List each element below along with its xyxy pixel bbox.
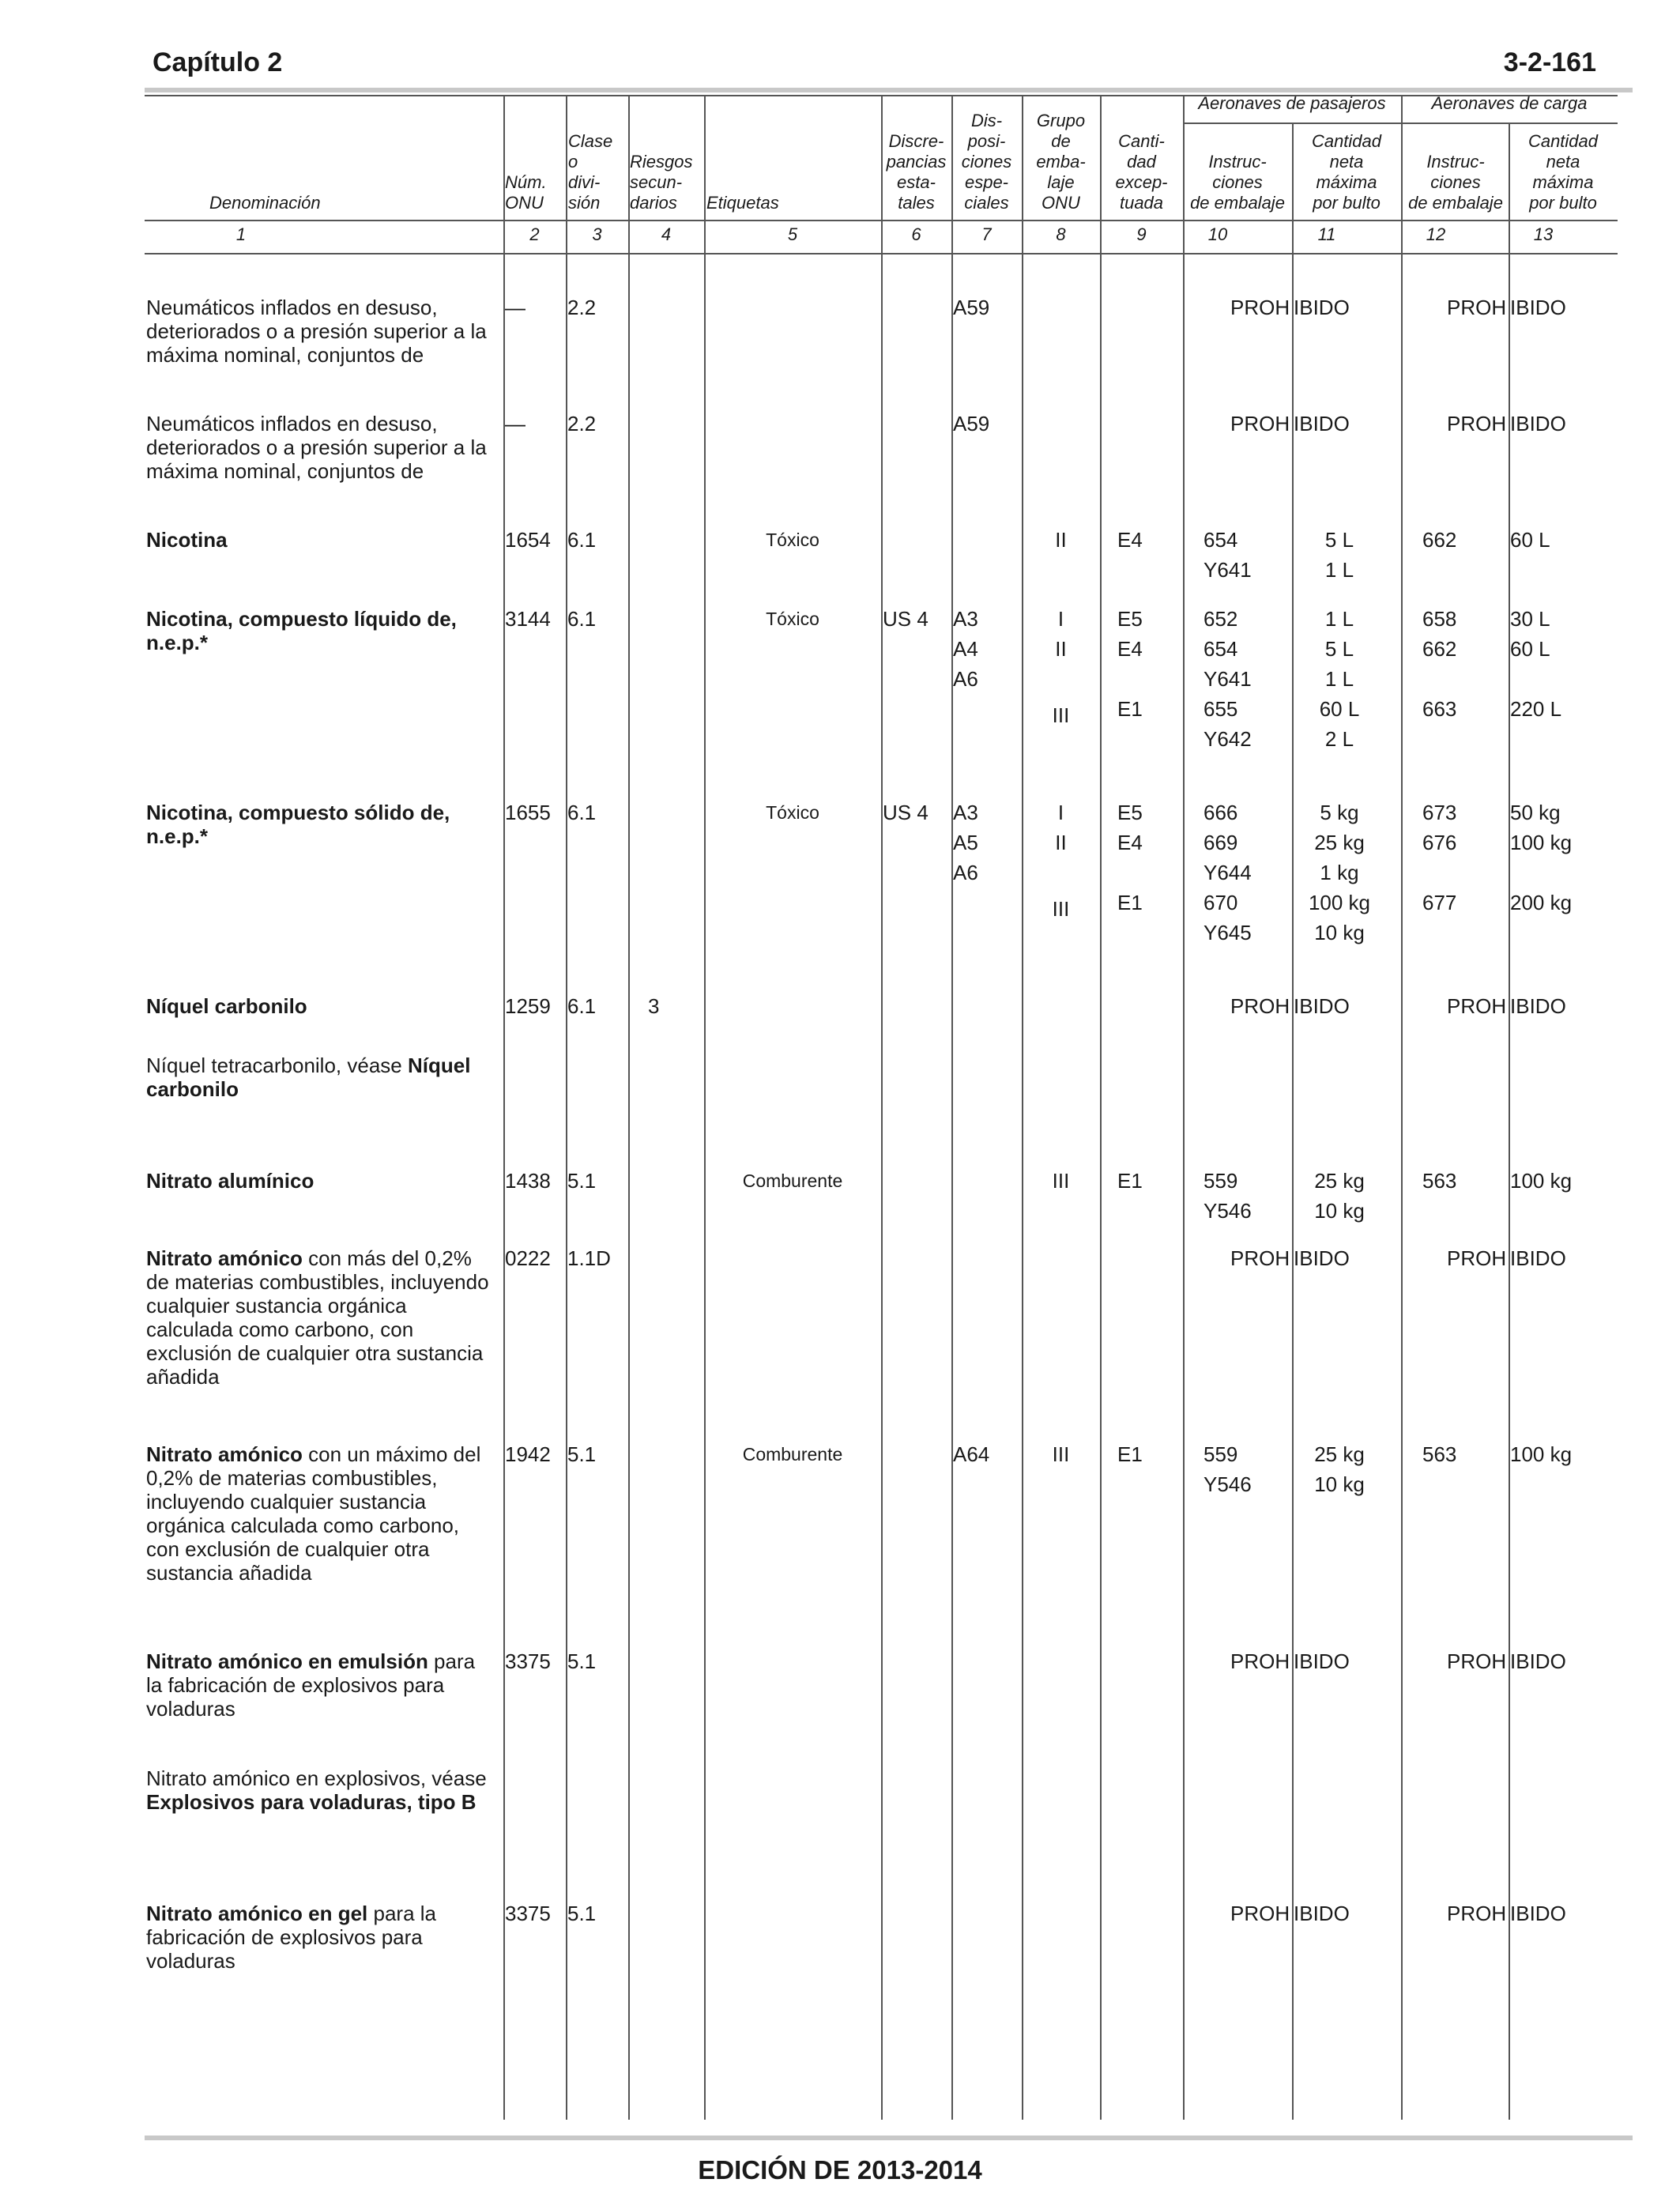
prohibited-cargo-left: PROH bbox=[1447, 296, 1507, 319]
hazard-class: 2.2 bbox=[567, 296, 597, 319]
row-description: Nitrato amónico en gel para la fabricación de explosivos para voladuras bbox=[146, 1902, 436, 1973]
max-quantity-cargo: 100 kg bbox=[1510, 1169, 1573, 1193]
un-number: 1942 bbox=[505, 1442, 551, 1466]
row-description: Nicotina, compuesto sólido de, n.e.p.* bbox=[146, 801, 450, 848]
row-description: Nitrato amónico en explosivos, véase Explosivos para voladuras, tipo B bbox=[146, 1766, 487, 1814]
max-quantity-passenger: 1 L bbox=[1324, 558, 1354, 582]
column-divider-x3 bbox=[628, 95, 630, 2120]
prohibited-cargo-right: IBIDO bbox=[1510, 1902, 1566, 1925]
state-variation: US 4 bbox=[883, 607, 929, 631]
column-divider-x7 bbox=[1022, 95, 1023, 2120]
header-group-cargo: Aeronaves de carga bbox=[1431, 93, 1588, 113]
column-number-1: 1 bbox=[235, 224, 247, 244]
max-quantity-passenger: 1 L bbox=[1324, 667, 1354, 691]
row-description: Níquel carbonilo bbox=[146, 994, 307, 1018]
packing-instruction-passenger: Y641 bbox=[1203, 667, 1252, 691]
hazard-class: 6.1 bbox=[567, 607, 597, 631]
hazard-class: 5.1 bbox=[567, 1649, 597, 1673]
packing-instruction-cargo: 662 bbox=[1422, 637, 1457, 661]
hazard-label: Tóxico bbox=[766, 609, 819, 629]
un-number: 1655 bbox=[505, 801, 551, 824]
row-description: Níquel tetracarbonilo, véase Níquel carbonilo bbox=[146, 1054, 471, 1101]
special-provision: A64 bbox=[953, 1442, 990, 1466]
header-cantidad-exceptuada: Canti- dad excep- tuada bbox=[1115, 131, 1168, 213]
packing-instruction-passenger: Y546 bbox=[1203, 1472, 1252, 1496]
prohibited-passenger-right: IBIDO bbox=[1294, 1649, 1350, 1673]
column-number-4: 4 bbox=[661, 224, 672, 244]
max-quantity-passenger: 1 kg bbox=[1320, 861, 1359, 884]
packing-group: III bbox=[1052, 1442, 1070, 1466]
packing-group: I bbox=[1057, 801, 1064, 824]
state-variation: US 4 bbox=[883, 801, 929, 824]
prohibited-passenger-right: IBIDO bbox=[1294, 994, 1350, 1018]
max-quantity-passenger: 10 kg bbox=[1314, 1472, 1365, 1496]
subsidiary-risk: 3 bbox=[648, 994, 660, 1018]
header-cant-cgo: Cantidad neta máxima por bulto bbox=[1527, 131, 1599, 213]
packing-instruction-cargo: 673 bbox=[1422, 801, 1457, 824]
prohibited-cargo-right: IBIDO bbox=[1510, 296, 1566, 319]
un-number: 3144 bbox=[505, 607, 551, 631]
prohibited-passenger-left: PROH bbox=[1230, 1902, 1290, 1925]
header-grupo: Grupo de emba- laje ONU bbox=[1036, 111, 1086, 213]
column-divider-x1 bbox=[503, 95, 505, 2120]
packing-instruction-cargo: 662 bbox=[1422, 528, 1457, 552]
header-clase: Clase o divi- sión bbox=[568, 131, 613, 213]
packing-group: II bbox=[1055, 637, 1067, 661]
row-description: Neumáticos inflados en desuso, deteriorados o a presión superior a la máxima nominal, conjuntos de bbox=[146, 296, 487, 367]
header-cant-pax: Cantidad neta máxima por bulto bbox=[1311, 131, 1382, 213]
packing-group: III bbox=[1052, 896, 1070, 921]
max-quantity-passenger: 60 L bbox=[1319, 697, 1360, 721]
prohibited-passenger-left: PROH bbox=[1230, 1649, 1290, 1673]
prohibited-passenger-right: IBIDO bbox=[1294, 296, 1350, 319]
packing-instruction-cargo: 658 bbox=[1422, 607, 1457, 631]
row-description: Nitrato amónico con más del 0,2% de materias combustibles, incluyendo cualquier sustancia orgánica calculada como carbono, con exclusión de cualquier otra sustancia añadida bbox=[146, 1246, 489, 1389]
column-divider-x5 bbox=[881, 95, 883, 2120]
special-provision: A4 bbox=[953, 637, 978, 661]
header-riesgos: Riesgos secun- darios bbox=[630, 152, 693, 213]
special-provision: A6 bbox=[953, 861, 978, 884]
packing-instruction-passenger: 655 bbox=[1203, 697, 1238, 721]
special-provision: A5 bbox=[953, 831, 978, 854]
packing-instruction-passenger: 654 bbox=[1203, 637, 1238, 661]
row-description: Nicotina bbox=[146, 528, 228, 552]
un-number: 1259 bbox=[505, 994, 551, 1018]
max-quantity-cargo: 100 kg bbox=[1510, 1442, 1573, 1466]
column-divider-x8 bbox=[1100, 95, 1102, 2120]
header-group-passenger: Aeronaves de pasajeros bbox=[1198, 93, 1386, 113]
column-number-8: 8 bbox=[1056, 224, 1066, 244]
column-divider-x4 bbox=[704, 95, 706, 2120]
column-number-6: 6 bbox=[911, 224, 921, 244]
max-quantity-passenger: 100 kg bbox=[1308, 891, 1371, 914]
max-quantity-passenger: 25 kg bbox=[1314, 1442, 1365, 1466]
column-number-10: 10 bbox=[1207, 224, 1228, 244]
hazard-class: 5.1 bbox=[567, 1442, 597, 1466]
hazard-class: 6.1 bbox=[567, 528, 597, 552]
un-number: — bbox=[505, 296, 525, 319]
prohibited-cargo-left: PROH bbox=[1447, 1649, 1507, 1673]
column-number-2: 2 bbox=[529, 224, 540, 244]
excepted-quantity: E4 bbox=[1117, 637, 1143, 661]
chapter-title: Capítulo 2 bbox=[153, 47, 283, 77]
header-denominacion: Denominación bbox=[209, 193, 321, 213]
un-number: — bbox=[505, 412, 525, 435]
row-description: Nitrato amónico con un máximo del 0,2% de materias combustibles, incluyendo cualquier sustancia orgánica calculada como carbono, con exclusión de cualquier otra sustancia añadida bbox=[146, 1442, 481, 1585]
packing-instruction-cargo: 677 bbox=[1422, 891, 1457, 914]
packing-instruction-cargo: 563 bbox=[1422, 1442, 1457, 1466]
hazard-class: 6.1 bbox=[567, 801, 597, 824]
max-quantity-passenger: 1 L bbox=[1324, 607, 1354, 631]
header-etiquetas: Etiquetas bbox=[706, 193, 779, 213]
max-quantity-cargo: 30 L bbox=[1510, 607, 1550, 631]
prohibited-passenger-left: PROH bbox=[1230, 412, 1290, 435]
excepted-quantity: E4 bbox=[1117, 831, 1143, 854]
hazard-class: 1.1D bbox=[567, 1246, 611, 1270]
max-quantity-passenger: 25 kg bbox=[1314, 831, 1365, 854]
prohibited-cargo-left: PROH bbox=[1447, 994, 1507, 1018]
prohibited-passenger-right: IBIDO bbox=[1294, 1246, 1350, 1270]
excepted-quantity: E5 bbox=[1117, 607, 1143, 631]
packing-instruction-passenger: 670 bbox=[1203, 891, 1238, 914]
prohibited-cargo-left: PROH bbox=[1447, 412, 1507, 435]
max-quantity-passenger: 10 kg bbox=[1314, 921, 1365, 944]
max-quantity-cargo: 60 L bbox=[1510, 528, 1550, 552]
row-description: Neumáticos inflados en desuso, deteriorados o a presión superior a la máxima nominal, conjuntos de bbox=[146, 412, 487, 483]
prohibited-passenger-left: PROH bbox=[1230, 994, 1290, 1018]
un-number: 1438 bbox=[505, 1169, 551, 1193]
column-number-11: 11 bbox=[1317, 224, 1336, 244]
edition-footer: EDICIÓN DE 2013-2014 bbox=[698, 2155, 982, 2185]
column-number-3: 3 bbox=[592, 224, 602, 244]
max-quantity-cargo: 50 kg bbox=[1510, 801, 1561, 824]
column-number-12: 12 bbox=[1426, 224, 1446, 244]
column-number-7: 7 bbox=[981, 224, 992, 244]
bottom-rule bbox=[145, 2136, 1633, 2140]
header-num-onu: Núm. ONU bbox=[505, 172, 547, 213]
un-number: 3375 bbox=[505, 1902, 551, 1925]
packing-instruction-passenger: Y642 bbox=[1203, 727, 1252, 751]
header-line-groups bbox=[1183, 123, 1618, 124]
page-number: 3-2-161 bbox=[1503, 47, 1596, 77]
packing-group: III bbox=[1052, 1169, 1070, 1193]
header-disposiciones: Dis- posi- ciones espe- ciales bbox=[961, 111, 1012, 213]
un-number: 1654 bbox=[505, 528, 551, 552]
prohibited-passenger-left: PROH bbox=[1230, 296, 1290, 319]
special-provision: A3 bbox=[953, 607, 978, 631]
packing-group: III bbox=[1052, 703, 1070, 727]
column-divider-x2 bbox=[566, 95, 567, 2120]
hazard-label: Tóxico bbox=[766, 530, 819, 550]
hazard-label: Comburente bbox=[742, 1444, 843, 1465]
header-instr-cgo: Instruc- ciones de embalaje bbox=[1408, 152, 1503, 213]
special-provision: A59 bbox=[953, 296, 990, 319]
packing-instruction-passenger: Y645 bbox=[1203, 921, 1252, 944]
prohibited-cargo-left: PROH bbox=[1447, 1246, 1507, 1270]
hazard-label: Comburente bbox=[742, 1171, 843, 1191]
packing-instruction-passenger: 666 bbox=[1203, 801, 1238, 824]
row-description: Nitrato alumínico bbox=[146, 1169, 315, 1193]
hazard-class: 5.1 bbox=[567, 1902, 597, 1925]
prohibited-passenger-left: PROH bbox=[1230, 1246, 1290, 1270]
special-provision: A59 bbox=[953, 412, 990, 435]
max-quantity-cargo: 220 L bbox=[1510, 697, 1562, 721]
max-quantity-passenger: 2 L bbox=[1324, 727, 1354, 751]
packing-group: II bbox=[1055, 831, 1067, 854]
packing-instruction-passenger: Y546 bbox=[1203, 1199, 1252, 1223]
max-quantity-passenger: 25 kg bbox=[1314, 1169, 1365, 1193]
prohibited-cargo-right: IBIDO bbox=[1510, 1246, 1566, 1270]
excepted-quantity: E1 bbox=[1117, 1169, 1143, 1193]
un-number: 3375 bbox=[505, 1649, 551, 1673]
packing-group: II bbox=[1055, 528, 1067, 552]
un-number: 0222 bbox=[505, 1246, 551, 1270]
top-rule bbox=[145, 88, 1633, 92]
hazard-class: 5.1 bbox=[567, 1169, 597, 1193]
excepted-quantity: E1 bbox=[1117, 1442, 1143, 1466]
prohibited-cargo-right: IBIDO bbox=[1510, 1649, 1566, 1673]
max-quantity-passenger: 5 L bbox=[1324, 528, 1354, 552]
packing-instruction-passenger: 559 bbox=[1203, 1442, 1238, 1466]
max-quantity-cargo: 100 kg bbox=[1510, 831, 1573, 854]
prohibited-passenger-right: IBIDO bbox=[1294, 1902, 1350, 1925]
special-provision: A3 bbox=[953, 801, 978, 824]
packing-group: I bbox=[1057, 607, 1064, 631]
max-quantity-passenger: 10 kg bbox=[1314, 1199, 1365, 1223]
column-number-5: 5 bbox=[787, 224, 798, 244]
header-instr-pax: Instruc- ciones de embalaje bbox=[1190, 152, 1285, 213]
row-description: Nicotina, compuesto líquido de, n.e.p.* bbox=[146, 607, 457, 654]
packing-instruction-passenger: 652 bbox=[1203, 607, 1238, 631]
prohibited-cargo-right: IBIDO bbox=[1510, 994, 1566, 1018]
packing-instruction-passenger: 654 bbox=[1203, 528, 1238, 552]
excepted-quantity: E5 bbox=[1117, 801, 1143, 824]
excepted-quantity: E1 bbox=[1117, 697, 1143, 721]
column-number-9: 9 bbox=[1136, 224, 1147, 244]
special-provision: A6 bbox=[953, 667, 978, 691]
packing-instruction-passenger: Y644 bbox=[1203, 861, 1252, 884]
hazard-class: 2.2 bbox=[567, 412, 597, 435]
prohibited-passenger-right: IBIDO bbox=[1294, 412, 1350, 435]
packing-instruction-passenger: Y641 bbox=[1203, 558, 1252, 582]
max-quantity-passenger: 5 L bbox=[1324, 637, 1354, 661]
column-divider-x11 bbox=[1401, 95, 1403, 2120]
hazard-label: Tóxico bbox=[766, 802, 819, 823]
max-quantity-cargo: 60 L bbox=[1510, 637, 1550, 661]
excepted-quantity: E1 bbox=[1117, 891, 1143, 914]
prohibited-cargo-left: PROH bbox=[1447, 1902, 1507, 1925]
max-quantity-cargo: 200 kg bbox=[1510, 891, 1573, 914]
packing-instruction-passenger: 559 bbox=[1203, 1169, 1238, 1193]
header-discrepancias: Discre- pancias esta- tales bbox=[886, 131, 947, 213]
column-divider-x6 bbox=[951, 95, 953, 2120]
packing-instruction-cargo: 663 bbox=[1422, 697, 1457, 721]
column-number-13: 13 bbox=[1533, 224, 1554, 244]
row-description: Nitrato amónico en emulsión para la fabricación de explosivos para voladuras bbox=[146, 1649, 476, 1721]
packing-instruction-cargo: 676 bbox=[1422, 831, 1457, 854]
max-quantity-passenger: 5 kg bbox=[1320, 801, 1359, 824]
column-divider-x9 bbox=[1183, 95, 1185, 2120]
prohibited-cargo-right: IBIDO bbox=[1510, 412, 1566, 435]
excepted-quantity: E4 bbox=[1117, 528, 1143, 552]
hazard-class: 6.1 bbox=[567, 994, 597, 1018]
packing-instruction-cargo: 563 bbox=[1422, 1169, 1457, 1193]
packing-instruction-passenger: 669 bbox=[1203, 831, 1238, 854]
